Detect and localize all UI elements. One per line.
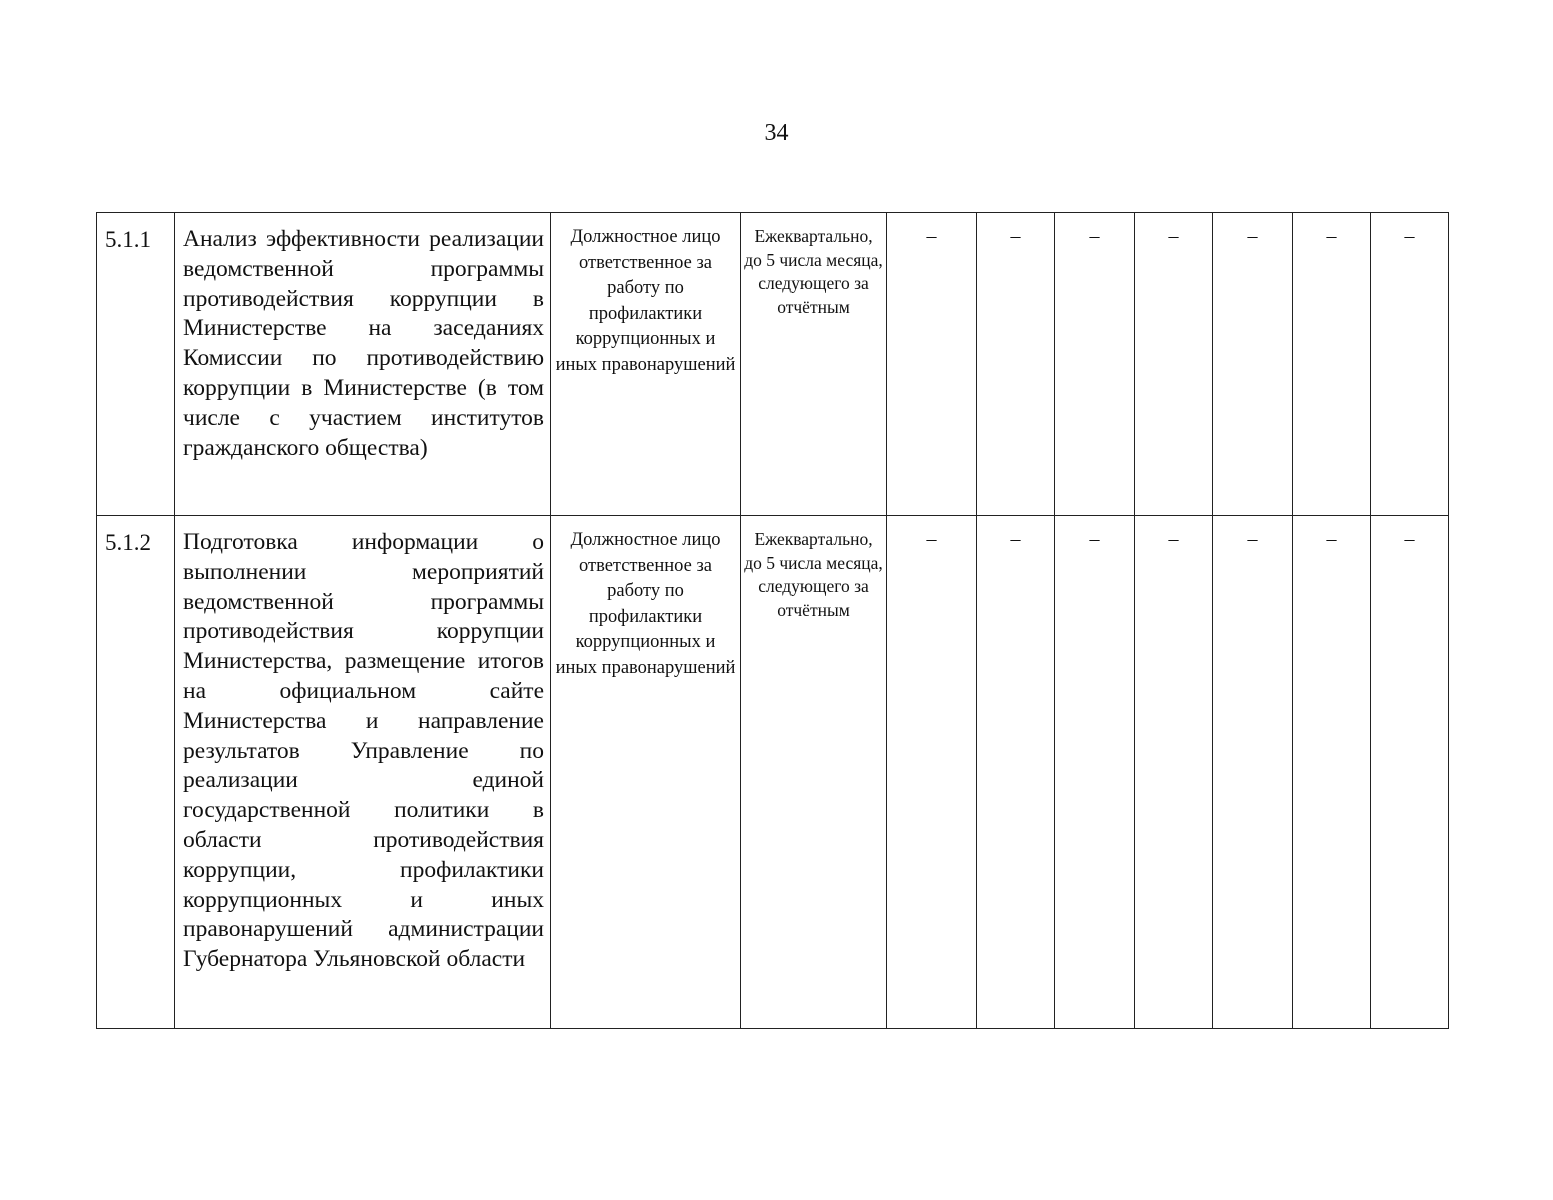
measures-table (96, 212, 1449, 1029)
indicator-cell: – (1213, 213, 1293, 516)
page-number: 34 (764, 120, 789, 146)
indicator-cell: – (887, 516, 977, 1029)
indicator-cell: – (1293, 213, 1371, 516)
indicator-cell: – (1055, 213, 1135, 516)
responsible-person: Должностное лицо ответственное за работу по профилактики коррупционных и иных правонарушений (551, 516, 741, 1029)
indicator-cell: – (1055, 516, 1135, 1029)
measure-description: Подготовка информации о выполнении мероприятий ведомственной программы противодействия коррупции Министерства, размещение итогов на официальном сайте Министерства и направление результатов Управление по реализации единой государственной политики в области противодействия коррупции, профилактики коррупционных и иных правонарушений администрации Губернатора Ульяновской области (175, 516, 551, 1029)
item-number: 5.1.1 (97, 213, 175, 516)
measure-description: Анализ эффективности реализации ведомственной программы противодействия коррупции в Министерстве на заседаниях Комиссии по противодействию коррупции в Министерстве (в том числе с участием институтов гражданского общества) (175, 213, 551, 516)
indicator-cell: – (1135, 516, 1213, 1029)
indicator-cell: – (977, 516, 1055, 1029)
table-row (97, 213, 1449, 516)
indicator-cell: – (887, 213, 977, 516)
indicator-cell: – (1293, 516, 1371, 1029)
execution-term: Ежеквартально, до 5 числа месяца, следующего за отчётным (741, 516, 887, 1029)
responsible-person: Должностное лицо ответственное за работу по профилактики коррупционных и иных правонарушений (551, 213, 741, 516)
execution-term: Ежеквартально, до 5 числа месяца, следующего за отчётным (741, 213, 887, 516)
indicator-cell: – (1371, 213, 1449, 516)
indicator-cell: – (977, 213, 1055, 516)
table-row (97, 516, 1449, 1029)
indicator-cell: – (1135, 213, 1213, 516)
indicator-cell: – (1371, 516, 1449, 1029)
item-number: 5.1.2 (97, 516, 175, 1029)
indicator-cell: – (1213, 516, 1293, 1029)
